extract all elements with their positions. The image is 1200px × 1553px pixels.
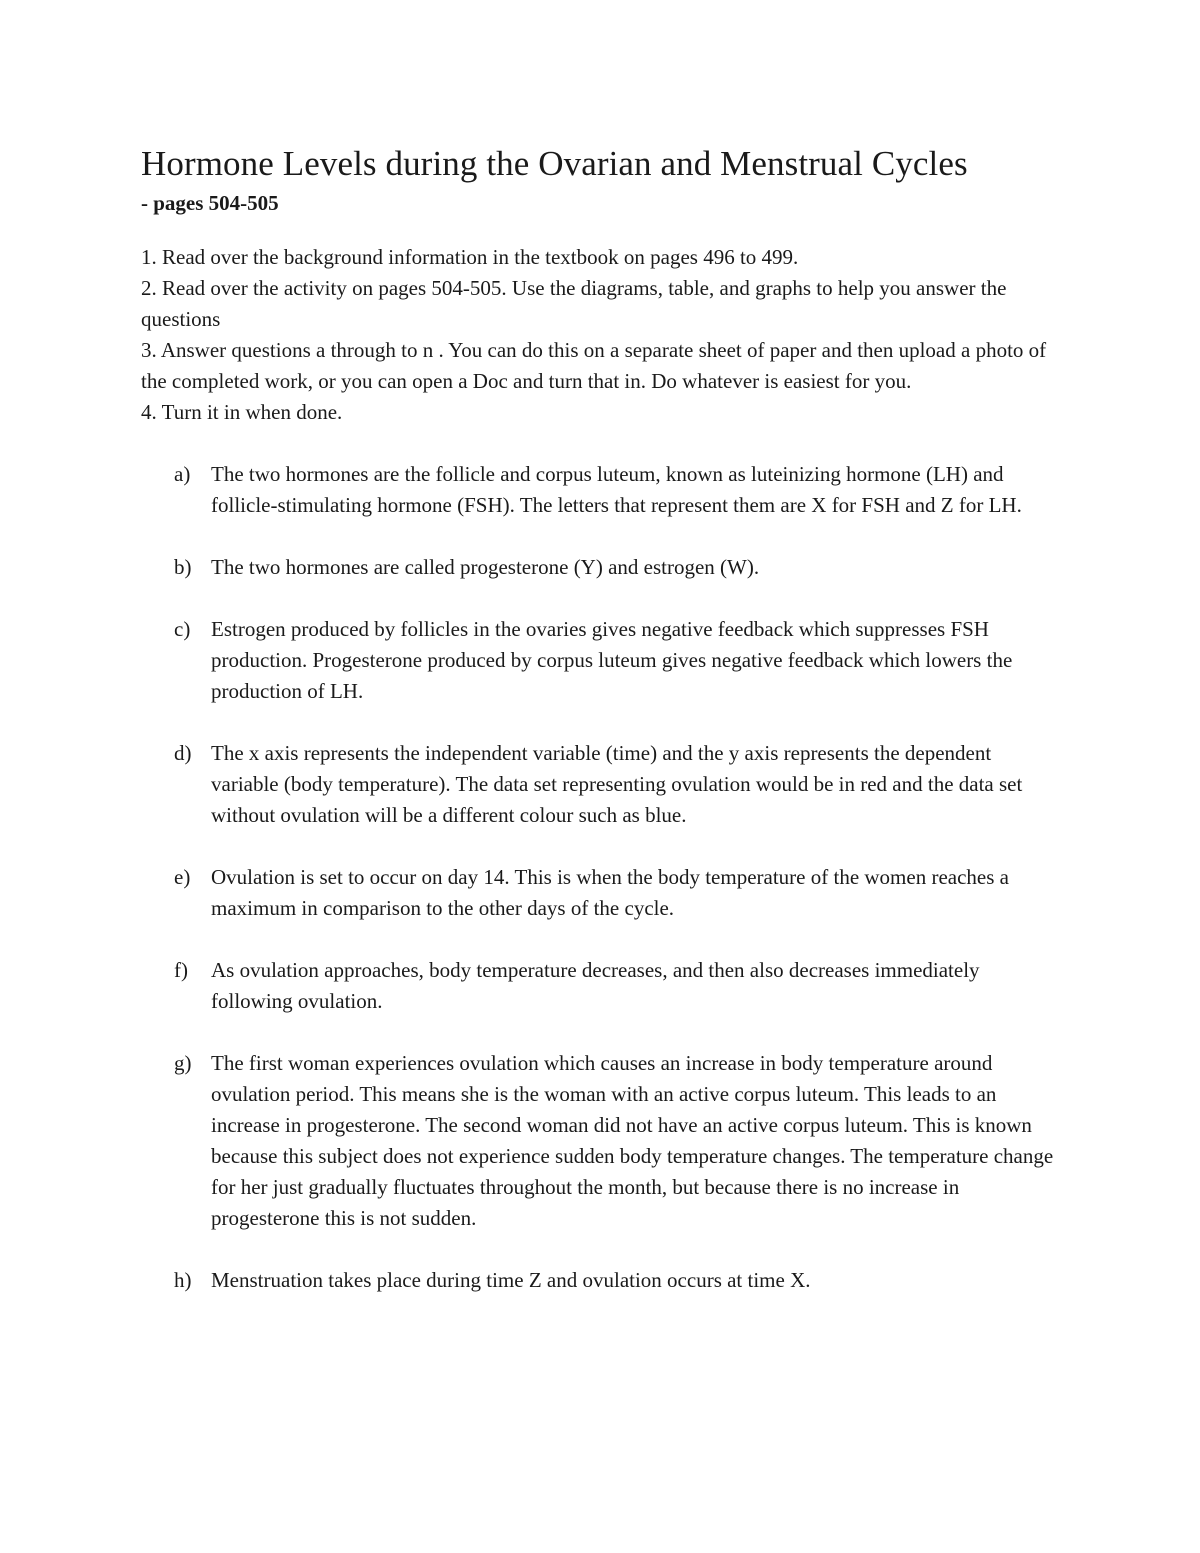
answer-text: Estrogen produced by follicles in the ovaries gives negative feedback which suppresses FSH production. Progesterone produced by corpus luteum gives negative feedback which lowers the production of LH. [211,617,1013,703]
answer-text: As ovulation approaches, body temperature decreases, and then also decreases immediately following ovulation. [211,958,980,1013]
answer-item [141,1265,1061,1296]
answer-item [141,614,1061,707]
answer-text: The x axis represents the independent variable (time) and the y axis represents the dependent variable (body temperature). The data set representing ovulation would be in red and the data set without ovulation will be a different colour such as blue. [211,741,1023,827]
answer-marker: h) [174,1268,192,1292]
instructions-list [141,242,1061,428]
answer-marker: d) [174,741,192,765]
document-content [141,140,1061,1327]
document-subtitle: - pages 504-505 [141,191,279,215]
answer-text: Ovulation is set to occur on day 14. This is when the body temperature of the women reaches a maximum in comparison to the other days of the cycle. [211,865,1009,920]
answer-text: The two hormones are the follicle and corpus luteum, known as luteinizing hormone (LH) and follicle-stimulating hormone (FSH). The letters that represent them are X for FSH and Z for LH. [211,462,1022,517]
answer-text: The two hormones are called progesterone (Y) and estrogen (W). [211,555,760,579]
instruction-item: 1. Read over the background information in the textbook on pages 496 to 499. [141,245,799,269]
answer-marker: f) [174,958,188,982]
answer-text: The first woman experiences ovulation which causes an increase in body temperature around ovulation period. This means she is the woman with an active corpus luteum. This leads to an increase in progesterone. The second woman did not have an active corpus luteum. This is known because this subject does not experience sudden body temperature changes. The temperature change for her just gradually fluctuates throughout the month, but because there is no increase in progesterone this is not sudden. [211,1051,1054,1230]
answers-list [141,459,1061,1296]
answer-item [141,955,1061,1017]
answer-item [141,862,1061,924]
answer-marker: e) [174,865,191,889]
answer-marker: g) [174,1051,192,1075]
answer-marker: a) [174,462,191,486]
answer-marker: c) [174,617,191,641]
instruction-item: 4. Turn it in when done. [141,400,343,424]
answer-marker: b) [174,555,192,579]
answer-item [141,738,1061,831]
instruction-item: 3. Answer questions a through to n . You can do this on a separate sheet of paper and then upload a photo of the completed work, or you can open a Doc and turn that in. Do whatever is easiest for you. [141,338,1047,393]
answer-item [141,459,1061,521]
document-title: Hormone Levels during the Ovarian and Menstrual Cycles [141,144,968,183]
answer-item [141,1048,1061,1234]
answer-text: Menstruation takes place during time Z and ovulation occurs at time X. [211,1268,811,1292]
answer-item [141,552,1061,583]
instruction-item: 2. Read over the activity on pages 504-505. Use the diagrams, table, and graphs to help you answer the questions [141,276,1007,331]
